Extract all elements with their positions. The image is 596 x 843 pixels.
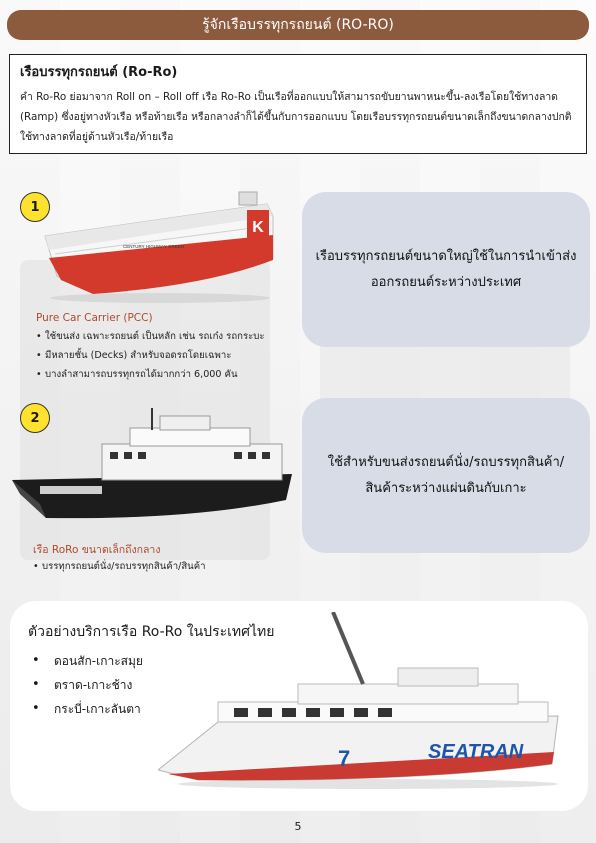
intro-body: คำ Ro-Ro ย่อมาจาก Roll on – Roll off เรือ Ro-Ro เป็นเรือที่ออกแบบให้สามารถขับยานพาหนะขึ้น-ลงเรือโดยใช้ทางลาด (Ramp) ซึ่งอยู่ทางหัวเรือ หรือท้ายเรือ หรือกลางลำก็ได้ขึ้นกับการออกแบบ โดยเรือบรรทุกรถยนต์ขนาดเล็กถึงขนาดกลางปกติใช้ทางลาดที่อยู่ด้านหัวเรือ/ท้ายเรือ	[20, 91, 572, 143]
ferry-bridge	[160, 416, 210, 430]
pcc-info-card	[302, 192, 590, 347]
pcc-bullet-list	[36, 327, 265, 384]
ship-name-text: CENTURY HIGHWAY GREEN	[123, 244, 185, 249]
list-item: • ใช้ขนส่ง เฉพาะรถยนต์ เป็นหลัก เช่น รถเก๋ง รถกระบะ	[36, 327, 265, 346]
list-item: • บางลำสามารถบรรทุกรถได้มากกว่า 6,000 คัน	[36, 365, 265, 384]
roro-small-card-text: ใช้สำหรับขนส่งรถยนต์นั่ง/รถบรรทุกสินค้า/สินค้าระหว่างแผ่นดินกับเกาะ	[327, 454, 565, 496]
list-item: • มีหลายชั้น (Decks) สำหรับจอดรถโดยเฉพาะ	[36, 346, 265, 365]
ferry-crane	[333, 612, 363, 684]
list-item: • กระบี่-เกาะลันตา	[28, 697, 143, 721]
ferry-cabin	[102, 444, 282, 480]
page-number: 5	[294, 820, 302, 833]
roro-small-info-card	[302, 398, 590, 553]
ferry-window	[124, 452, 132, 459]
ferry-window	[378, 708, 392, 717]
ferry-upper-cabin	[130, 428, 250, 446]
ship-shadow	[50, 293, 270, 303]
list-item: • บรรทุกรถยนต์นั่ง/รถบรรทุกสินค้า/สินค้า	[33, 557, 206, 576]
ferry-window	[330, 708, 344, 717]
pure-car-carrier-ship-image	[35, 180, 280, 305]
ferry-upper-deck	[298, 684, 518, 704]
ferry-car-deck	[40, 486, 102, 494]
ferry-hull	[12, 474, 292, 518]
examples-list	[28, 649, 143, 721]
pcc-card-text: เรือบรรทุกรถยนต์ขนาดใหญ่ใช้ในการนำเข้าส่งออกรถยนต์ระหว่างประเทศ	[315, 248, 577, 290]
list-item: • ตราด-เกาะช้าง	[28, 673, 143, 697]
page-title-bar	[7, 10, 589, 40]
ship-bridge	[239, 192, 257, 205]
ferry-number: 7	[338, 746, 351, 771]
pcc-title: Pure Car Carrier (PCC)	[36, 312, 153, 324]
ferry-brand: SEATRAN	[428, 741, 524, 763]
examples-heading: ตัวอย่างบริการเรือ Ro-Ro ในประเทศไทย	[28, 624, 275, 640]
ferry-window	[354, 708, 368, 717]
ship-logo: K	[252, 219, 264, 236]
roro-small-title: เรือ RoRo ขนาดเล็กถึงกลาง	[33, 544, 161, 556]
ferry-window	[138, 452, 146, 459]
list-item: • ดอนสัก-เกาะสมุย	[28, 649, 143, 673]
ferry-window	[234, 452, 242, 459]
seatran-ferry-ship-image	[158, 612, 563, 792]
ferry-window	[306, 708, 320, 717]
roro-ferry-ship-image	[10, 408, 295, 538]
intro-heading: เรือบรรทุกรถยนต์ (Ro-Ro)	[20, 65, 178, 80]
ferry-bridge	[398, 668, 478, 686]
section-number-badge: 2	[20, 403, 50, 433]
ferry-window	[110, 452, 118, 459]
page-title: รู้จักเรือบรรทุกรถยนต์ (RO-RO)	[202, 17, 394, 33]
intro-box	[9, 54, 587, 154]
ferry-window	[234, 708, 248, 717]
ferry-window	[248, 452, 256, 459]
ferry-window	[282, 708, 296, 717]
ferry-window	[262, 452, 270, 459]
ferry-window	[258, 708, 272, 717]
section-number-badge: 1	[20, 192, 50, 222]
roro-small-bullet-list	[33, 557, 206, 576]
